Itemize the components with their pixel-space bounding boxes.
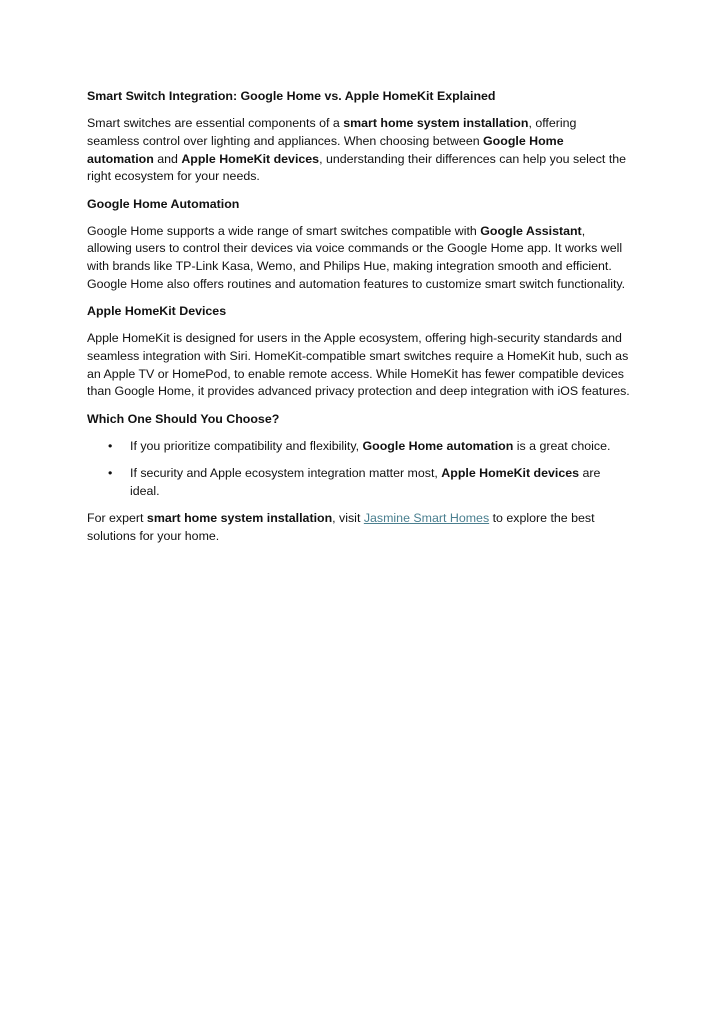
intro-bold-apple-homekit-devices: Apple HomeKit devices (181, 151, 320, 166)
closing-text-3: to explore the best solutions for your home. (87, 510, 595, 543)
choice-bullet-list (87, 438, 632, 501)
intro-text-4: , understanding their differences can help you select the right ecosystem for your needs. (87, 151, 627, 184)
bullet-text-1: If you prioritize compatibility and flexibility, (130, 438, 363, 453)
google-text-2: , allowing users to control their devices via voice commands or the Google Home app. It works well with brands like TP-Link Kasa, Wemo, and Philips Hue, making integration smooth and efficient. Google Home also offers routines and automation features to customize smart switch functionality. (87, 223, 626, 291)
bullet-text-2: is a great choice. (513, 438, 611, 453)
google-home-heading: Google Home Automation (87, 196, 240, 211)
list-item (87, 465, 632, 500)
bullet-bold-google-home-automation: Google Home automation (362, 438, 514, 453)
intro-text-1: Smart switches are essential components of a (87, 116, 344, 131)
google-bold-google-assistant: Google Assistant (480, 223, 582, 238)
bullet-text-2: are ideal. (130, 465, 601, 498)
closing-text-1: For expert (87, 510, 147, 525)
document-body (87, 88, 632, 545)
bullet-icon: • (108, 438, 113, 453)
apple-homekit-heading: Apple HomeKit Devices (87, 304, 227, 319)
bullet-icon: • (108, 465, 113, 480)
intro-bold-smart-home-installation: smart home system installation (343, 116, 529, 131)
google-text-1: Google Home supports a wide range of smart switches compatible with (87, 223, 481, 238)
list-item (87, 438, 632, 456)
intro-paragraph (87, 115, 632, 186)
jasmine-smart-homes-link[interactable]: Jasmine Smart Homes (363, 510, 490, 525)
apple-homekit-paragraph: Apple HomeKit is designed for users in the Apple ecosystem, offering high-security standards and seamless integration with Siri. HomeKit-compatible smart switches require a HomeKit hub, such as an Apple TV or HomePod, to enable remote access. While HomeKit has fewer compatible devices than Google Home, it provides advanced privacy protection and deep integration with iOS features. (87, 331, 630, 399)
google-home-paragraph (87, 223, 632, 294)
closing-bold-smart-home-installation: smart home system installation (146, 510, 333, 525)
closing-paragraph (87, 510, 632, 545)
closing-text-2: , visit (332, 510, 364, 525)
intro-bold-google-home-automation: Google Home automation (87, 133, 564, 166)
bullet-bold-apple-homekit-devices: Apple HomeKit devices (441, 465, 580, 480)
intro-text-2: , offering seamless control over lighting and appliances. When choosing between (87, 116, 577, 148)
choose-heading: Which One Should You Choose? (87, 411, 280, 426)
bullet-text-1: If security and Apple ecosystem integration matter most, (130, 465, 442, 480)
intro-text-3: and (153, 151, 182, 166)
document-title: Smart Switch Integration: Google Home vs. Apple HomeKit Explained (87, 89, 496, 103)
